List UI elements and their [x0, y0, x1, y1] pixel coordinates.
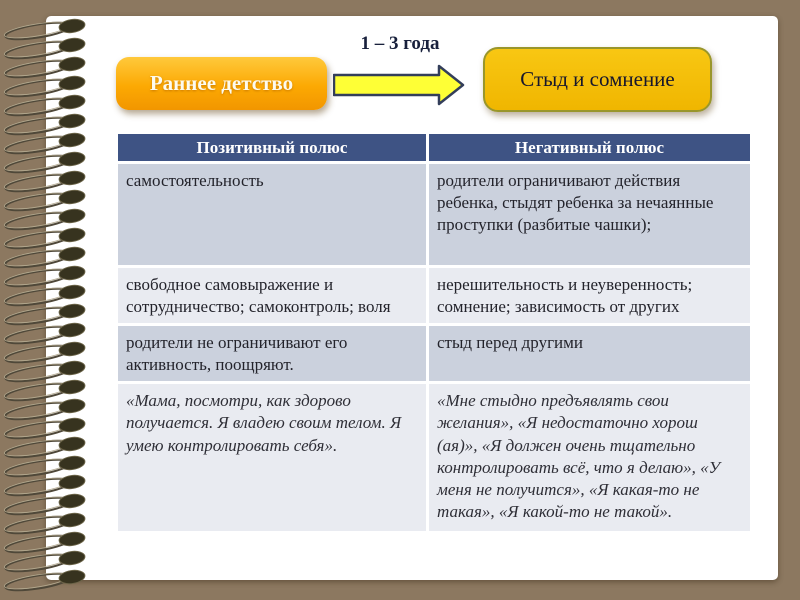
table-cell-negative: стыд перед другими — [429, 326, 750, 381]
outcome-box-label: Стыд и сомнение — [520, 67, 675, 91]
table-cell-negative: родители ограничивают действия ребенка, стыдят ребенка за нечаянные проступки (разбитые чашки); — [429, 164, 750, 265]
spiral-ring — [3, 569, 85, 594]
stage-box-label: Раннее детство — [149, 71, 294, 95]
table-row — [118, 268, 750, 323]
table-cell-positive: родители не ограничивают его активность, поощряют. — [118, 326, 426, 381]
table-row — [118, 384, 750, 531]
table-cell-positive-quote: «Мама, посмотри, как здорово получается. Я владею своим телом. Я умею контролировать себя». — [118, 384, 426, 531]
table-header-positive: Позитивный полюс — [118, 134, 426, 161]
table-row — [118, 164, 750, 265]
stage-box — [116, 57, 327, 110]
arrow-right-icon — [333, 64, 465, 106]
table-cell-negative: нерешительность и неуверенность; сомнение; зависимость от других — [429, 268, 750, 323]
table-cell-negative-quote: «Мне стыдно предъявлять свои желания», «Я недостаточно хорош (ая)», «Я должен очень тщательно контролировать всё, что я делаю», «У меня не получится», «Я какая-то не такая», «Я какой-то не такой». — [429, 384, 750, 531]
outcome-box — [483, 47, 712, 112]
table-cell-positive: самостоятельность — [118, 164, 426, 265]
table-header-negative: Негативный полюс — [429, 134, 750, 161]
spiral-binding — [0, 0, 110, 600]
age-label: 1 – 3 года — [360, 33, 440, 54]
comparison-table — [118, 134, 750, 531]
table-cell-positive: свободное самовыражение и сотрудничество; самоконтроль; воля — [118, 268, 426, 323]
table-row — [118, 326, 750, 381]
table-header-row — [118, 134, 750, 161]
